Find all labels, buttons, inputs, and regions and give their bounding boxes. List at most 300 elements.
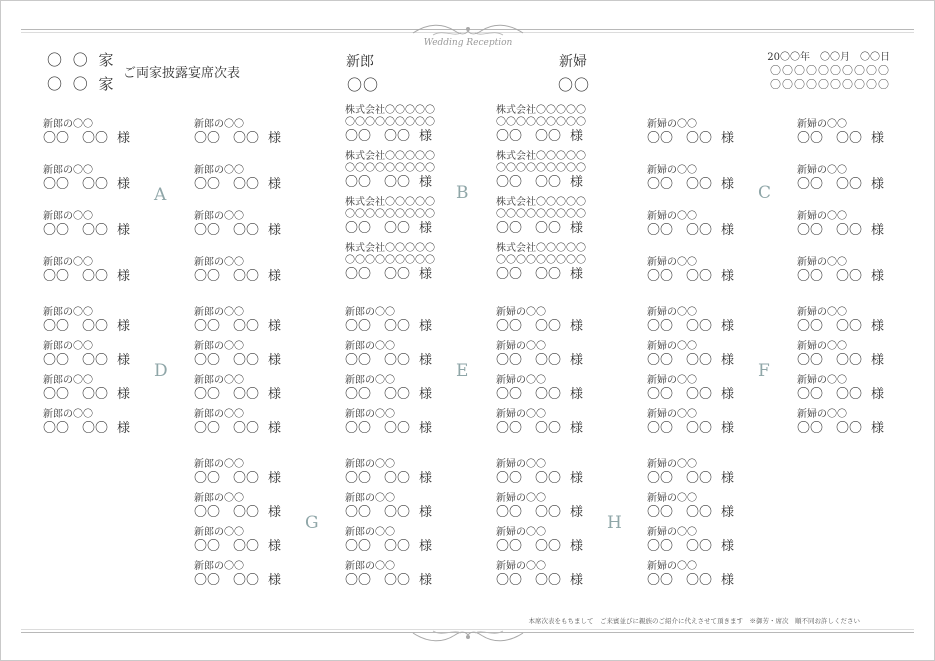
guest-department: 〇〇〇〇〇〇〇〇〇 [496,209,586,220]
guest-surname: 〇〇 [345,421,372,436]
guest-given-name: 〇〇 [686,387,713,402]
wedding-date: 20〇〇年 〇〇月 〇〇日 [767,52,890,63]
guest-given-name: 〇〇 [836,223,863,238]
guest-relation: 新婦の〇〇 [797,307,847,318]
guest-relation: 新郎の〇〇 [194,375,244,386]
guest-seat [345,375,465,403]
guest-surname: 〇〇 [194,223,221,238]
guest-seat [345,151,465,191]
guest-name [496,129,616,145]
guest-given-name: 〇〇 [535,175,562,190]
guest-relation: 新郎の〇〇 [345,341,395,352]
guest-relation: 新郎の〇〇 [43,409,93,420]
guest-seat [43,165,163,193]
guest-relation: 新婦の〇〇 [496,375,546,386]
guest-name [194,269,314,285]
guest-name [345,471,465,487]
guest-surname: 〇〇 [43,319,70,334]
family-name-1: 〇 〇 家 [47,51,117,69]
guest-relation: 新郎の〇〇 [194,165,244,176]
guest-surname: 〇〇 [797,223,824,238]
guest-surname: 〇〇 [43,421,70,436]
honorific: 様 [419,539,433,554]
guest-relation: 新郎の〇〇 [194,119,244,130]
flourish-ornament-bottom [403,623,533,645]
guest-relation: 新郎の〇〇 [43,341,93,352]
guest-seat [647,341,767,369]
honorific: 様 [268,421,282,436]
guest-relation: 新郎の〇〇 [43,165,93,176]
guest-relation: 新婦の〇〇 [647,341,697,352]
guest-given-name: 〇〇 [384,539,411,554]
guest-surname: 〇〇 [496,539,523,554]
guest-seat [797,341,917,369]
guest-surname: 〇〇 [496,221,523,236]
guest-relation: 新婦の〇〇 [797,341,847,352]
guest-name [43,131,163,147]
guest-surname: 〇〇 [647,573,674,588]
guest-surname: 〇〇 [797,387,824,402]
guest-name [797,319,917,335]
honorific: 様 [721,269,735,284]
guest-given-name: 〇〇 [836,319,863,334]
guest-surname: 〇〇 [194,505,221,520]
guest-name [647,421,767,437]
honorific: 様 [871,387,885,402]
guest-given-name: 〇〇 [535,505,562,520]
guest-surname: 〇〇 [797,177,824,192]
guest-given-name: 〇〇 [686,269,713,284]
guest-surname: 〇〇 [496,573,523,588]
guest-given-name: 〇〇 [384,175,411,190]
honorific: 様 [268,471,282,486]
guest-given-name: 〇〇 [836,387,863,402]
guest-name [194,131,314,147]
guest-seat [496,307,616,335]
guest-seat [496,341,616,369]
guest-name [647,353,767,369]
guest-given-name: 〇〇 [384,573,411,588]
honorific: 様 [117,319,131,334]
guest-relation: 新郎の〇〇 [43,211,93,222]
honorific: 様 [419,129,433,144]
guest-seat [496,527,616,555]
guest-name [797,177,917,193]
guest-relation: 新婦の〇〇 [797,375,847,386]
guest-surname: 〇〇 [345,573,372,588]
guest-seat [345,197,465,237]
guest-surname: 〇〇 [345,505,372,520]
honorific: 様 [721,131,735,146]
guest-seat [496,243,616,283]
guest-seat [345,307,465,335]
guest-seat [647,375,767,403]
guest-department: 〇〇〇〇〇〇〇〇〇 [345,117,435,128]
guest-seat [496,197,616,237]
guest-seat [345,493,465,521]
guest-given-name: 〇〇 [535,539,562,554]
guest-name [345,505,465,521]
honorific: 様 [268,505,282,520]
guest-name [496,221,616,237]
guest-name [345,421,465,437]
guest-seat [194,459,314,487]
guest-seat [194,341,314,369]
guest-relation: 新郎の〇〇 [43,257,93,268]
guest-surname: 〇〇 [496,267,523,282]
honorific: 様 [117,353,131,368]
guest-name [797,131,917,147]
guest-name [797,353,917,369]
guest-name [194,319,314,335]
honorific: 様 [570,471,584,486]
honorific: 様 [117,269,131,284]
table-label-a: A [154,185,167,205]
guest-name [345,319,465,335]
guest-surname: 〇〇 [647,539,674,554]
guest-given-name: 〇〇 [535,471,562,486]
guest-seat [496,493,616,521]
honorific: 様 [871,319,885,334]
guest-relation: 新郎の〇〇 [194,527,244,538]
guest-surname: 〇〇 [194,387,221,402]
honorific: 様 [268,387,282,402]
guest-relation: 新婦の〇〇 [647,165,697,176]
guest-name [647,223,767,239]
honorific: 様 [268,131,282,146]
guest-name [647,471,767,487]
honorific: 様 [268,539,282,554]
guest-surname: 〇〇 [496,471,523,486]
guest-seat [194,119,314,147]
guest-given-name: 〇〇 [82,421,109,436]
guest-name [345,573,465,589]
honorific: 様 [419,175,433,190]
guest-name [647,319,767,335]
honorific: 様 [117,177,131,192]
guest-name [496,175,616,191]
guest-seat [345,527,465,555]
guest-given-name: 〇〇 [686,539,713,554]
guest-given-name: 〇〇 [233,177,260,192]
guest-relation: 新郎の〇〇 [194,561,244,572]
guest-seat [43,375,163,403]
guest-relation: 新婦の〇〇 [797,119,847,130]
guest-relation: 新郎の〇〇 [194,307,244,318]
guest-seat [194,493,314,521]
honorific: 様 [419,387,433,402]
guest-surname: 〇〇 [496,505,523,520]
guest-relation: 新婦の〇〇 [797,211,847,222]
guest-seat [647,459,767,487]
guest-surname: 〇〇 [194,421,221,436]
guest-given-name: 〇〇 [686,131,713,146]
guest-given-name: 〇〇 [686,177,713,192]
venue-line-2: 〇〇〇〇〇〇〇〇〇〇 [770,78,890,91]
groom-name: 〇〇 [347,76,380,94]
guest-department: 〇〇〇〇〇〇〇〇〇 [496,255,586,266]
guest-seat [194,409,314,437]
guest-name [43,269,163,285]
guest-given-name: 〇〇 [82,131,109,146]
guest-name [345,129,465,145]
guest-given-name: 〇〇 [686,319,713,334]
bride-label: 新婦 [559,54,587,70]
guest-given-name: 〇〇 [384,353,411,368]
guest-surname: 〇〇 [797,319,824,334]
guest-name [345,387,465,403]
guest-seat [647,561,767,589]
guest-company: 株式会社〇〇〇〇〇 [496,243,586,254]
guest-name [194,471,314,487]
guest-seat [496,409,616,437]
guest-relation: 新婦の〇〇 [496,493,546,504]
guest-surname: 〇〇 [345,129,372,144]
guest-relation: 新婦の〇〇 [496,561,546,572]
guest-surname: 〇〇 [496,319,523,334]
honorific: 様 [570,573,584,588]
honorific: 様 [419,573,433,588]
table-label-g: G [305,513,319,533]
guest-surname: 〇〇 [647,131,674,146]
guest-seat [797,409,917,437]
guest-seat [194,165,314,193]
guest-relation: 新郎の〇〇 [43,375,93,386]
guest-surname: 〇〇 [194,177,221,192]
guest-surname: 〇〇 [797,269,824,284]
honorific: 様 [419,353,433,368]
guest-surname: 〇〇 [194,353,221,368]
guest-name [194,421,314,437]
guest-seat [43,257,163,285]
guest-department: 〇〇〇〇〇〇〇〇〇 [496,117,586,128]
guest-surname: 〇〇 [194,131,221,146]
honorific: 様 [570,387,584,402]
footer-note: 本席次表をもちまして ご来賓並びに親族のご紹介に代えさせて頂きます ※御芳・席次 順不同お許しください [528,617,860,625]
guest-given-name: 〇〇 [233,319,260,334]
guest-name [345,539,465,555]
honorific: 様 [570,319,584,334]
guest-surname: 〇〇 [647,353,674,368]
guest-relation: 新婦の〇〇 [496,409,546,420]
guest-surname: 〇〇 [345,221,372,236]
honorific: 様 [721,319,735,334]
guest-company: 株式会社〇〇〇〇〇 [345,197,435,208]
guest-surname: 〇〇 [345,353,372,368]
guest-surname: 〇〇 [345,387,372,402]
honorific: 様 [871,269,885,284]
guest-given-name: 〇〇 [233,421,260,436]
honorific: 様 [570,129,584,144]
chart-title: ご両家披露宴席次表 [123,66,241,81]
guest-name [194,387,314,403]
guest-seat [797,307,917,335]
guest-given-name: 〇〇 [233,131,260,146]
guest-department: 〇〇〇〇〇〇〇〇〇 [496,163,586,174]
honorific: 様 [570,175,584,190]
honorific: 様 [570,353,584,368]
guest-given-name: 〇〇 [535,129,562,144]
guest-given-name: 〇〇 [233,223,260,238]
guest-surname: 〇〇 [194,471,221,486]
guest-relation: 新婦の〇〇 [647,257,697,268]
guest-relation: 新婦の〇〇 [647,493,697,504]
table-label-e: E [456,361,469,381]
guest-surname: 〇〇 [647,421,674,436]
honorific: 様 [721,505,735,520]
guest-given-name: 〇〇 [836,269,863,284]
guest-name [647,269,767,285]
guest-company: 株式会社〇〇〇〇〇 [496,197,586,208]
guest-relation: 新婦の〇〇 [496,307,546,318]
guest-name [797,421,917,437]
guest-seat [345,459,465,487]
guest-surname: 〇〇 [345,175,372,190]
guest-given-name: 〇〇 [233,353,260,368]
guest-name [194,223,314,239]
guest-seat [496,561,616,589]
guest-name [647,131,767,147]
guest-name [43,387,163,403]
guest-name [194,539,314,555]
guest-surname: 〇〇 [345,539,372,554]
guest-surname: 〇〇 [345,471,372,486]
guest-seat [496,375,616,403]
honorific: 様 [721,539,735,554]
guest-surname: 〇〇 [496,353,523,368]
guest-seat [797,119,917,147]
guest-name [496,353,616,369]
guest-given-name: 〇〇 [686,223,713,238]
guest-given-name: 〇〇 [384,267,411,282]
table-label-d: D [154,361,168,381]
guest-name [43,421,163,437]
honorific: 様 [721,573,735,588]
guest-given-name: 〇〇 [384,505,411,520]
guest-seat [647,409,767,437]
guest-surname: 〇〇 [43,177,70,192]
guest-surname: 〇〇 [194,319,221,334]
honorific: 様 [117,421,131,436]
guest-seat [496,105,616,145]
guest-given-name: 〇〇 [82,177,109,192]
honorific: 様 [570,505,584,520]
guest-seat [194,561,314,589]
guest-seat [345,105,465,145]
guest-seat [496,151,616,191]
honorific: 様 [419,319,433,334]
guest-relation: 新婦の〇〇 [647,375,697,386]
guest-surname: 〇〇 [345,319,372,334]
guest-given-name: 〇〇 [535,387,562,402]
guest-department: 〇〇〇〇〇〇〇〇〇 [345,163,435,174]
guest-name [194,505,314,521]
guest-given-name: 〇〇 [233,539,260,554]
guest-seat [797,375,917,403]
honorific: 様 [268,223,282,238]
guest-name [496,573,616,589]
guest-given-name: 〇〇 [384,319,411,334]
guest-given-name: 〇〇 [82,269,109,284]
guest-given-name: 〇〇 [82,223,109,238]
guest-given-name: 〇〇 [686,353,713,368]
guest-surname: 〇〇 [194,269,221,284]
guest-relation: 新郎の〇〇 [194,409,244,420]
guest-given-name: 〇〇 [233,573,260,588]
guest-given-name: 〇〇 [384,387,411,402]
guest-given-name: 〇〇 [384,421,411,436]
guest-given-name: 〇〇 [384,221,411,236]
guest-seat [194,307,314,335]
guest-given-name: 〇〇 [233,387,260,402]
guest-given-name: 〇〇 [836,177,863,192]
table-label-f: F [758,361,770,381]
honorific: 様 [871,223,885,238]
guest-relation: 新郎の〇〇 [345,409,395,420]
guest-surname: 〇〇 [496,175,523,190]
guest-given-name: 〇〇 [535,221,562,236]
guest-relation: 新郎の〇〇 [43,307,93,318]
guest-relation: 新婦の〇〇 [496,341,546,352]
table-label-b: B [456,183,469,203]
guest-seat [797,211,917,239]
guest-department: 〇〇〇〇〇〇〇〇〇 [345,209,435,220]
guest-relation: 新婦の〇〇 [647,527,697,538]
guest-seat [345,341,465,369]
guest-surname: 〇〇 [43,387,70,402]
guest-company: 株式会社〇〇〇〇〇 [496,151,586,162]
guest-company: 株式会社〇〇〇〇〇 [345,243,435,254]
guest-name [647,387,767,403]
guest-given-name: 〇〇 [82,319,109,334]
honorific: 様 [117,387,131,402]
guest-given-name: 〇〇 [535,421,562,436]
guest-seat [43,409,163,437]
honorific: 様 [268,353,282,368]
guest-seat [43,307,163,335]
honorific: 様 [871,421,885,436]
guest-surname: 〇〇 [647,177,674,192]
honorific: 様 [570,539,584,554]
honorific: 様 [419,471,433,486]
guest-name [345,353,465,369]
guest-name [43,177,163,193]
guest-relation: 新婦の〇〇 [647,409,697,420]
guest-seat [345,409,465,437]
guest-seat [43,211,163,239]
honorific: 様 [419,421,433,436]
guest-relation: 新郎の〇〇 [345,561,395,572]
honorific: 様 [871,131,885,146]
family-name-2: 〇 〇 家 [47,75,117,93]
guest-surname: 〇〇 [797,131,824,146]
guest-name [797,387,917,403]
guest-name [797,269,917,285]
guest-name [797,223,917,239]
guest-given-name: 〇〇 [686,421,713,436]
honorific: 様 [419,505,433,520]
honorific: 様 [268,573,282,588]
guest-seat [647,257,767,285]
honorific: 様 [721,353,735,368]
wedding-reception-banner: Wedding Reception [423,38,513,48]
bride-name: 〇〇 [558,76,591,94]
honorific: 様 [570,267,584,282]
guest-given-name: 〇〇 [535,319,562,334]
honorific: 様 [268,269,282,284]
guest-relation: 新婦の〇〇 [797,165,847,176]
guest-company: 株式会社〇〇〇〇〇 [345,105,435,116]
